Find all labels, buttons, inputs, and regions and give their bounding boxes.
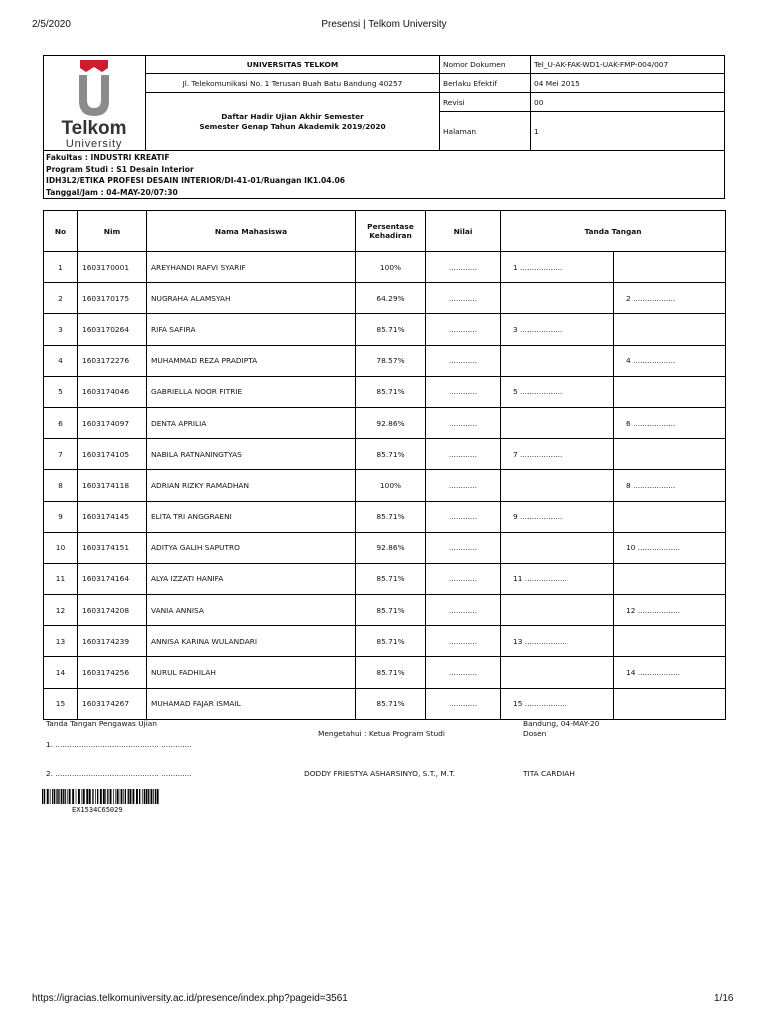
table-row — [44, 283, 726, 314]
row-signature-right — [614, 626, 726, 657]
row-persentase: 78.57% — [356, 345, 426, 376]
row-signature-left — [501, 345, 614, 376]
row-nim: 1603174105 — [78, 439, 147, 470]
dosen-name: TITA CARDIAH — [523, 769, 575, 778]
row-no: 8 — [44, 470, 78, 501]
kaprodi-name: DODDY FRIESTYA ASHARSINYO, S.T., M.T. — [304, 769, 456, 778]
row-persentase: 85.71% — [356, 626, 426, 657]
meta-label-berlaku: Berlaku Efektif — [440, 74, 531, 93]
row-signature-left — [501, 595, 614, 626]
document-title-line2: Semester Genap Tahun Akademik 2019/2020 — [199, 121, 386, 131]
table-row — [44, 345, 726, 376]
row-nama: ALYA IZZATI HANIFA — [147, 563, 356, 594]
row-signature-right: 10 .................. — [614, 532, 726, 563]
header-persentase — [356, 211, 426, 252]
header-persentase-line2: Kehadiran — [369, 231, 412, 240]
row-nama: NUGRAHA ALAMSYAH — [147, 283, 356, 314]
attendance-table — [43, 210, 726, 720]
row-persentase: 100% — [356, 252, 426, 283]
header-nilai: Nilai — [426, 211, 501, 252]
row-nama: NABILA RATNANINGTYAS — [147, 439, 356, 470]
table-row — [44, 626, 726, 657]
table-row — [44, 407, 726, 438]
row-nilai: ............ — [426, 345, 501, 376]
city-date: Bandung, 04-MAY-20 — [523, 719, 600, 728]
header-nama: Nama Mahasiswa — [147, 211, 356, 252]
row-nilai: ............ — [426, 283, 501, 314]
pengawas-line-1: 1. ............................................ ............. — [46, 740, 192, 749]
header-persentase-line1: Persentase — [367, 222, 414, 231]
table-row — [44, 252, 726, 283]
table-row — [44, 688, 726, 719]
row-nama: ANNISA KARINA WULANDARI — [147, 626, 356, 657]
row-persentase: 85.71% — [356, 595, 426, 626]
meta-value-revisi: 00 — [531, 93, 724, 112]
row-no: 6 — [44, 407, 78, 438]
info-mata-kuliah: IDH3L2/ETIKA PROFESI DESAIN INTERIOR/DI-41-01/Ruangan IK1.04.06 — [46, 176, 346, 185]
pengawas-label: Tanda Tangan Pengawas Ujian — [46, 719, 157, 728]
row-nim: 1603170264 — [78, 314, 147, 345]
row-nim: 1603170001 — [78, 252, 147, 283]
row-nilai: ............ — [426, 688, 501, 719]
document-title — [146, 93, 440, 151]
header-no: No — [44, 211, 78, 252]
row-persentase: 85.71% — [356, 688, 426, 719]
row-signature-left: 3 .................. — [501, 314, 614, 345]
row-persentase: 85.71% — [356, 563, 426, 594]
row-nim: 1603174164 — [78, 563, 147, 594]
table-row — [44, 657, 726, 688]
row-nama: ELITA TRI ANGGRAENI — [147, 501, 356, 532]
row-nama: AREYHANDI RAFVI SYARIF — [147, 252, 356, 283]
row-nilai: ............ — [426, 657, 501, 688]
row-nim: 1603174118 — [78, 470, 147, 501]
row-nilai: ............ — [426, 501, 501, 532]
row-signature-right: 4 .................. — [614, 345, 726, 376]
table-row — [44, 314, 726, 345]
meta-label-nomor: Nomor Dokumen — [440, 56, 531, 74]
row-nilai: ............ — [426, 595, 501, 626]
row-nim: 1603174151 — [78, 532, 147, 563]
pengawas-line-2: 2. ............................................ ............. — [46, 769, 192, 778]
info-program-studi: Program Studi : S1 Desain Interior — [46, 164, 194, 174]
row-nim: 1603174046 — [78, 376, 147, 407]
print-url: https://igracias.telkomuniversity.ac.id/presence/index.php?pageid=3561 — [32, 993, 348, 1004]
row-nama: ADITYA GALIH SAPUTRO — [147, 532, 356, 563]
svg-text:Telkom: Telkom — [61, 118, 127, 139]
row-nilai: ............ — [426, 407, 501, 438]
university-name: UNIVERSITAS TELKOM — [146, 56, 440, 74]
row-no: 5 — [44, 376, 78, 407]
meta-value-berlaku: 04 Mei 2015 — [531, 74, 724, 93]
row-signature-right — [614, 376, 726, 407]
row-nilai: ............ — [426, 252, 501, 283]
row-signature-left: 1 .................. — [501, 252, 614, 283]
table-row — [44, 501, 726, 532]
header-tanda-tangan: Tanda Tangan — [501, 211, 726, 252]
row-signature-right — [614, 252, 726, 283]
row-no: 14 — [44, 657, 78, 688]
row-nama: VANIA ANNISA — [147, 595, 356, 626]
row-nim: 1603174208 — [78, 595, 147, 626]
row-signature-left: 15 .................. — [501, 688, 614, 719]
table-row — [44, 532, 726, 563]
row-signature-right — [614, 501, 726, 532]
row-signature-right — [614, 563, 726, 594]
row-signature-left: 13 .................. — [501, 626, 614, 657]
row-nim: 1603174267 — [78, 688, 147, 719]
row-nim: 1603174145 — [78, 501, 147, 532]
university-address: Jl. Telekomunikasi No. 1 Terusan Buah Batu Bandung 40257 — [146, 74, 440, 93]
row-persentase: 85.71% — [356, 657, 426, 688]
row-no: 12 — [44, 595, 78, 626]
meta-label-halaman: Halaman — [440, 112, 531, 151]
telkom-university-logo-icon — [44, 56, 144, 150]
row-nim: 1603172276 — [78, 345, 147, 376]
document-title-line1: Daftar Hadir Ujian Akhir Semester — [221, 111, 364, 121]
row-persentase: 85.71% — [356, 314, 426, 345]
mengetahui-label: Mengetahui : Ketua Program Studi — [318, 729, 445, 738]
row-no: 1 — [44, 252, 78, 283]
row-nilai: ............ — [426, 376, 501, 407]
row-signature-left — [501, 470, 614, 501]
row-signature-right: 14 .................. — [614, 657, 726, 688]
row-no: 13 — [44, 626, 78, 657]
row-nilai: ............ — [426, 470, 501, 501]
course-info — [46, 152, 345, 198]
info-fakultas: Fakultas : INDUSTRI KREATIF — [46, 153, 170, 162]
row-no: 2 — [44, 283, 78, 314]
row-signature-left — [501, 407, 614, 438]
row-nilai: ............ — [426, 626, 501, 657]
row-signature-left: 9 .................. — [501, 501, 614, 532]
row-nama: GABRIELLA NOOR FITRIE — [147, 376, 356, 407]
logo-cell — [44, 56, 146, 151]
row-persentase: 85.71% — [356, 376, 426, 407]
row-signature-right — [614, 314, 726, 345]
row-no: 9 — [44, 501, 78, 532]
table-row — [44, 563, 726, 594]
meta-label-revisi: Revisi — [440, 93, 531, 112]
row-signature-left: 5 .................. — [501, 376, 614, 407]
row-signature-right: 8 .................. — [614, 470, 726, 501]
row-nilai: ............ — [426, 314, 501, 345]
row-no: 10 — [44, 532, 78, 563]
table-row — [44, 439, 726, 470]
row-signature-left — [501, 283, 614, 314]
print-title: Presensi | Telkom University — [321, 19, 447, 30]
row-signature-right — [614, 439, 726, 470]
row-persentase: 92.86% — [356, 532, 426, 563]
table-row — [44, 376, 726, 407]
row-persentase: 100% — [356, 470, 426, 501]
table-row — [44, 470, 726, 501]
row-nilai: ............ — [426, 563, 501, 594]
row-nim: 1603174097 — [78, 407, 147, 438]
row-signature-right: 12 .................. — [614, 595, 726, 626]
row-persentase: 85.71% — [356, 439, 426, 470]
row-signature-left — [501, 532, 614, 563]
row-signature-left: 11 .................. — [501, 563, 614, 594]
meta-value-halaman: 1 — [531, 112, 724, 151]
row-nim: 1603170175 — [78, 283, 147, 314]
row-no: 4 — [44, 345, 78, 376]
row-signature-left — [501, 657, 614, 688]
row-nilai: ............ — [426, 532, 501, 563]
svg-text:University: University — [65, 138, 123, 150]
row-nama: MUHAMMAD REZA PRADIPTA — [147, 345, 356, 376]
row-nama: NURUL FADHILAH — [147, 657, 356, 688]
row-nama: DENTA APRILIA — [147, 407, 356, 438]
barcode-text: EX1534C65029 — [72, 806, 123, 814]
row-persentase: 64.29% — [356, 283, 426, 314]
meta-value-nomor: Tel_U-AK-FAK-WD1-UAK-FMP-004/007 — [531, 56, 724, 74]
info-tanggal-jam: Tanggal/Jam : 04-MAY-20/07:30 — [46, 187, 178, 197]
row-persentase: 85.71% — [356, 501, 426, 532]
row-persentase: 92.86% — [356, 407, 426, 438]
document-header — [43, 55, 725, 199]
row-nama: ADRIAN RIZKY RAMADHAN — [147, 470, 356, 501]
row-nama: MUHAMAD FAJAR ISMAIL — [147, 688, 356, 719]
row-signature-right — [614, 688, 726, 719]
row-nama: RIFA SAFIRA — [147, 314, 356, 345]
row-no: 15 — [44, 688, 78, 719]
print-date: 2/5/2020 — [32, 19, 71, 30]
row-signature-right: 6 .................. — [614, 407, 726, 438]
row-nim: 1603174239 — [78, 626, 147, 657]
row-nim: 1603174256 — [78, 657, 147, 688]
table-header-row — [44, 211, 726, 252]
dosen-label: Dosen — [523, 729, 547, 738]
row-nilai: ............ — [426, 439, 501, 470]
table-row — [44, 595, 726, 626]
row-signature-right: 2 .................. — [614, 283, 726, 314]
row-no: 3 — [44, 314, 78, 345]
header-nim: Nim — [78, 211, 147, 252]
print-page-number: 1/16 — [714, 993, 734, 1004]
row-signature-left: 7 .................. — [501, 439, 614, 470]
row-no: 11 — [44, 563, 78, 594]
row-no: 7 — [44, 439, 78, 470]
